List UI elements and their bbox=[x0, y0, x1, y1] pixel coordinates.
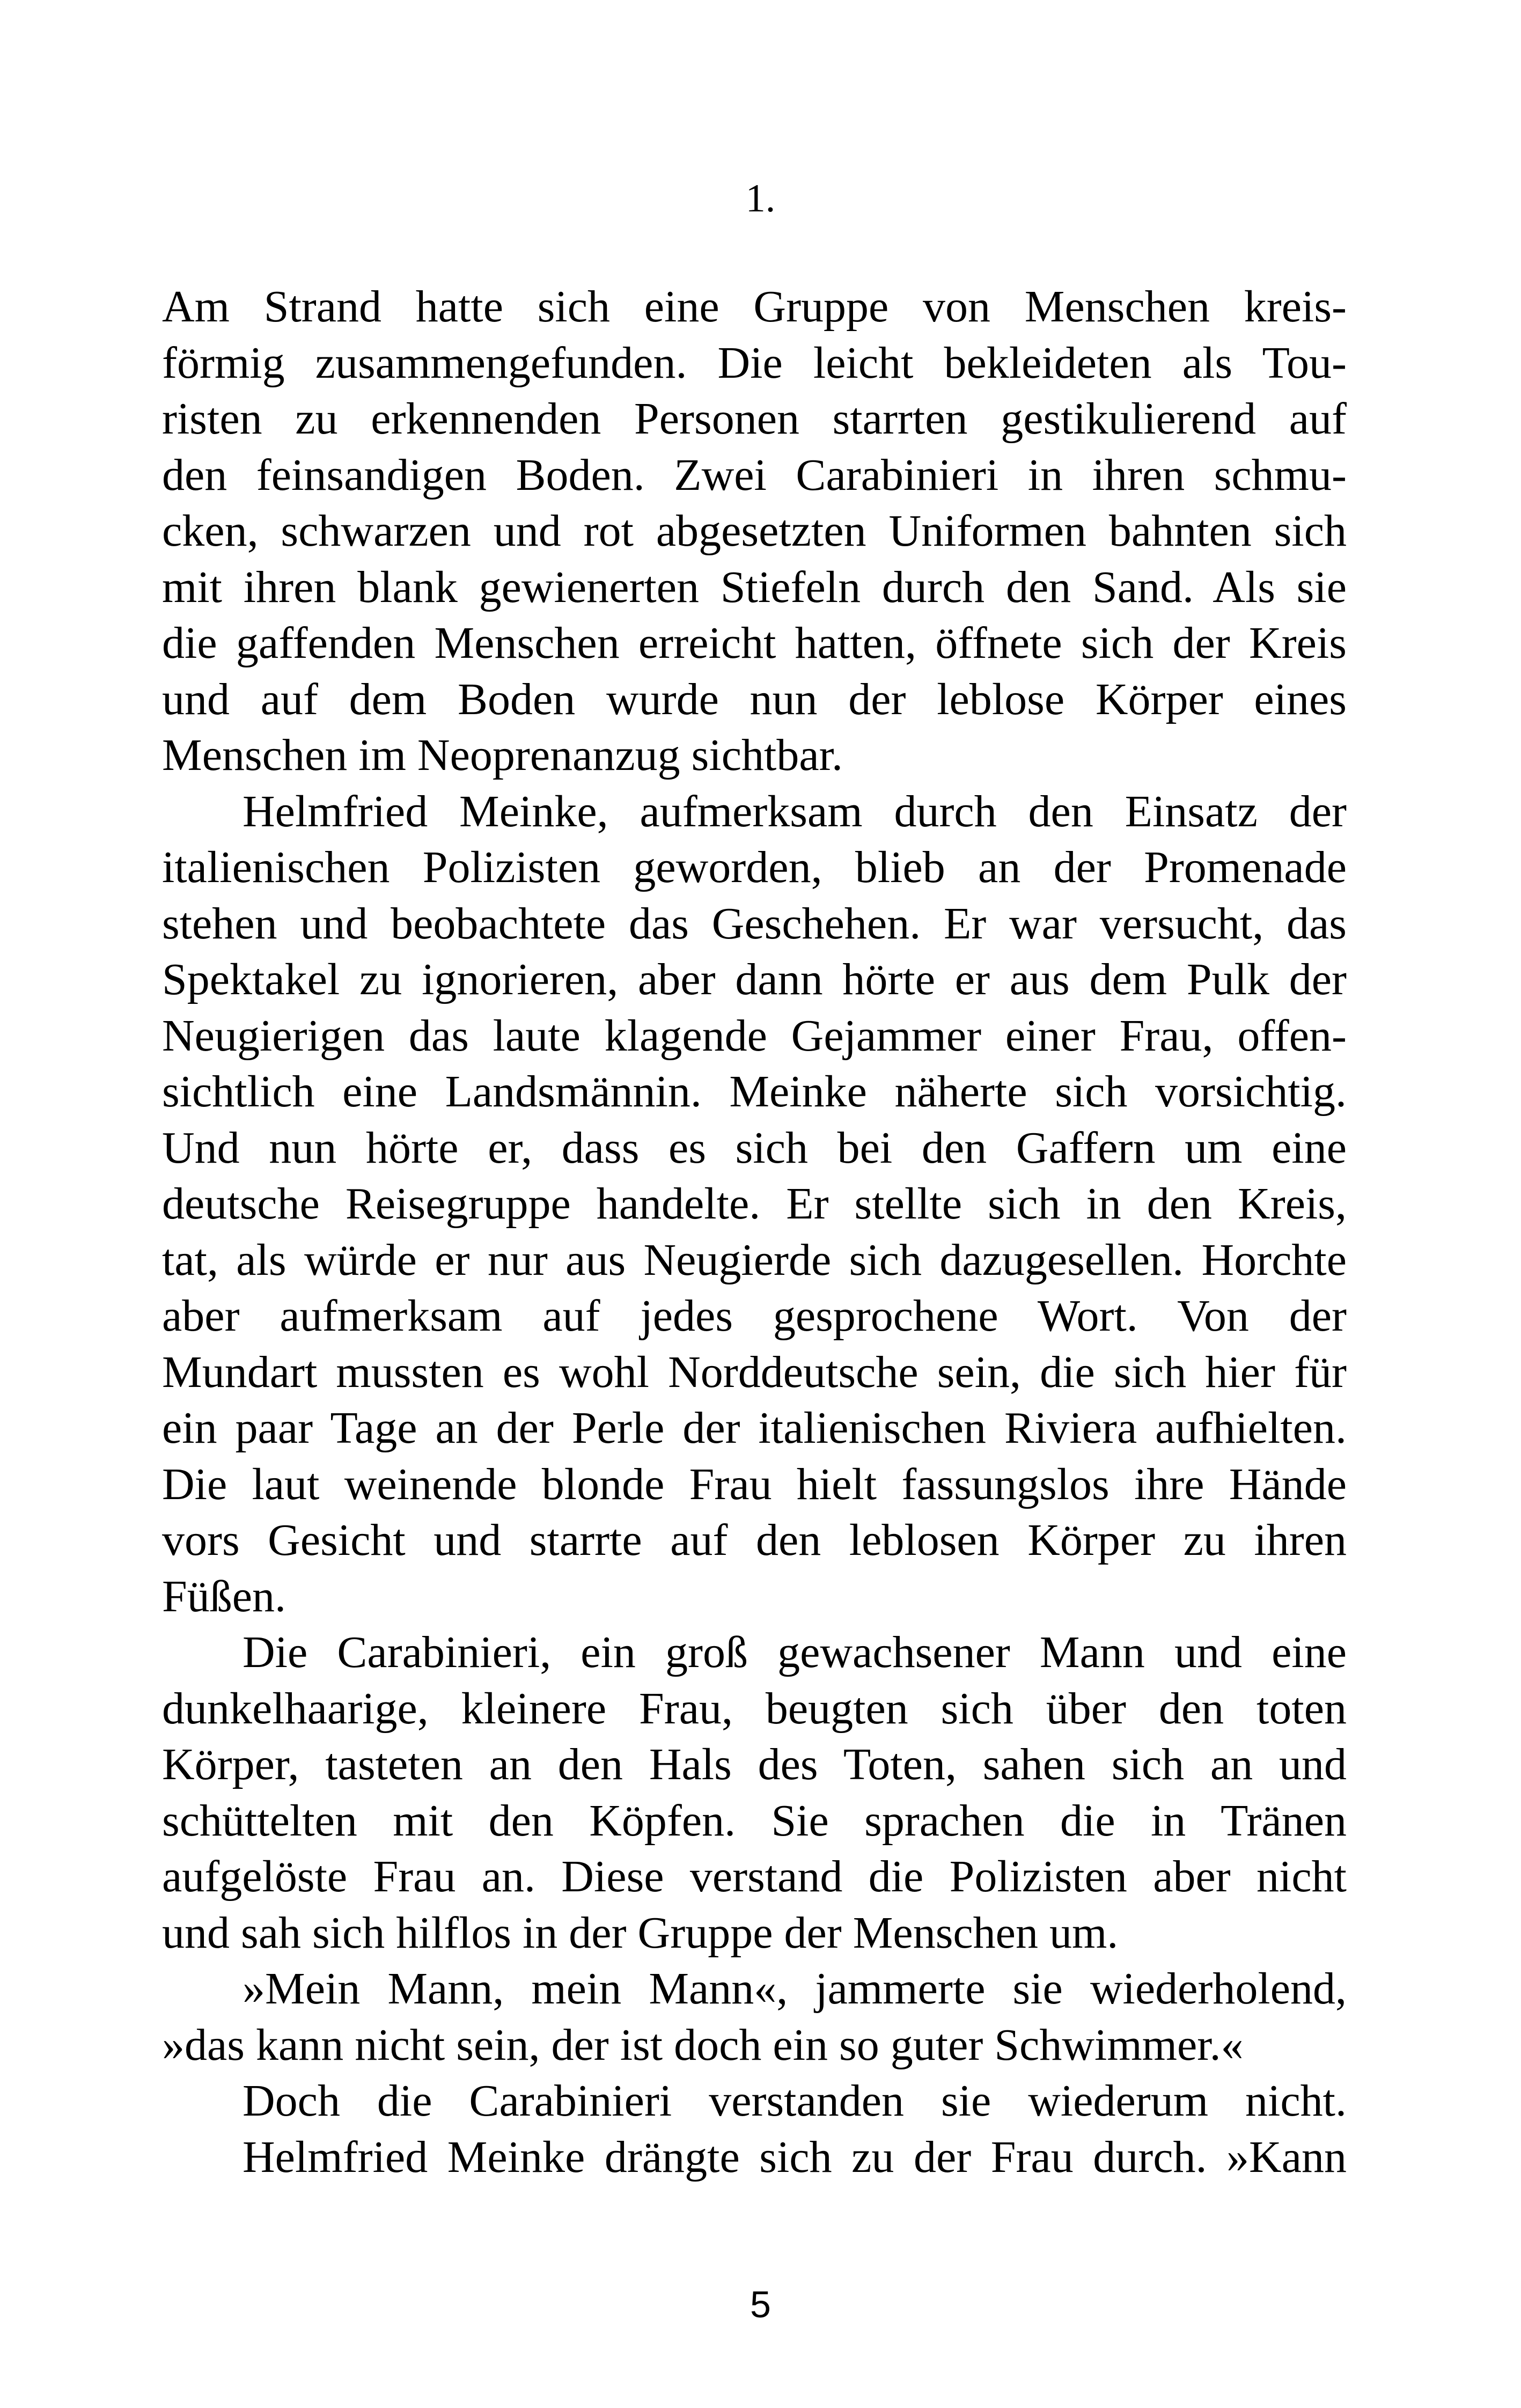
text-line: Menschen im Neoprenanzug sichtbar. bbox=[162, 730, 843, 780]
text-line: förmig zusammengefunden. Die leicht bekleideten als Tou- bbox=[162, 337, 1347, 388]
text-line: aufgelöste Frau an. Diese verstand die Polizisten aber nicht bbox=[162, 1852, 1347, 1902]
text-line: Und nun hörte er, dass es sich bei den Gaffern um eine bbox=[162, 1122, 1347, 1173]
text-line: stehen und beobachtete das Geschehen. Er war versucht, das bbox=[162, 898, 1347, 949]
text-line: cken, schwarzen und rot abgesetzten Uniformen bahnten sich bbox=[162, 506, 1347, 556]
text-line: Die laut weinende blonde Frau hielt fassungslos ihre Hände bbox=[162, 1459, 1347, 1509]
text-line: schüttelten mit den Köpfen. Sie sprachen die in Tränen bbox=[162, 1795, 1347, 1846]
body-text bbox=[162, 279, 1347, 2185]
text-line: italienischen Polizisten geworden, blieb an der Promenade bbox=[162, 842, 1347, 892]
page-number: 5 bbox=[750, 2284, 771, 2325]
text-line: die gaffenden Menschen erreicht hatten, öffnete sich der Kreis bbox=[162, 618, 1347, 668]
text-line: risten zu erkennenden Personen starrten gestikulierend auf bbox=[162, 394, 1347, 444]
text-line: Mundart mussten es wohl Norddeutsche sein, die sich hier für bbox=[162, 1347, 1347, 1397]
text-line: »das kann nicht sein, der ist doch ein so guter Schwimmer.« bbox=[162, 2020, 1244, 2070]
chapter-number: 1. bbox=[745, 177, 776, 221]
text-line: ein paar Tage an der Perle der italienischen Riviera aufhielten. bbox=[162, 1403, 1347, 1453]
text-line: und auf dem Boden wurde nun der leblose Körper eines bbox=[162, 674, 1347, 724]
text-line: den feinsandigen Boden. Zwei Carabinieri in ihren schmu- bbox=[162, 450, 1347, 500]
text-line: und sah sich hilflos in der Gruppe der Menschen um. bbox=[162, 1907, 1119, 1958]
text-line: dunkelhaarige, kleinere Frau, beugten sich über den toten bbox=[162, 1683, 1347, 1734]
text-line: Am Strand hatte sich eine Gruppe von Menschen kreis- bbox=[162, 282, 1347, 332]
text-line: »Mein Mann, mein Mann«, jammerte sie wiederholend, bbox=[243, 1964, 1347, 2014]
text-line: sichtlich eine Landsmännin. Meinke näherte sich vorsichtig. bbox=[162, 1067, 1347, 1117]
text-line: Neugierigen das laute klagende Gejammer einer Frau, offen- bbox=[162, 1010, 1347, 1061]
text-line: Spektakel zu ignorieren, aber dann hörte er aus dem Pulk der bbox=[162, 955, 1347, 1004]
text-line: aber aufmerksam auf jedes gesprochene Wort. Von der bbox=[162, 1291, 1347, 1341]
text-line: Helmfried Meinke drängte sich zu der Frau durch. »Kann bbox=[243, 2132, 1347, 2182]
text-line: Doch die Carabinieri verstanden sie wiederum nicht. bbox=[243, 2076, 1347, 2126]
text-line: mit ihren blank gewienerten Stiefeln durch den Sand. Als sie bbox=[162, 562, 1347, 612]
text-line: deutsche Reisegruppe handelte. Er stellte sich in den Kreis, bbox=[162, 1179, 1347, 1229]
text-line: Die Carabinieri, ein groß gewachsener Mann und eine bbox=[243, 1627, 1347, 1677]
text-line: Körper, tasteten an den Hals des Toten, sahen sich an und bbox=[162, 1739, 1347, 1789]
text-line: Helmfried Meinke, aufmerksam durch den Einsatz der bbox=[243, 786, 1347, 836]
text-line: Füßen. bbox=[162, 1571, 286, 1621]
text-line: tat, als würde er nur aus Neugierde sich dazugesellen. Horchte bbox=[162, 1235, 1347, 1285]
text-line: vors Gesicht und starrte auf den leblosen Körper zu ihren bbox=[162, 1515, 1347, 1565]
